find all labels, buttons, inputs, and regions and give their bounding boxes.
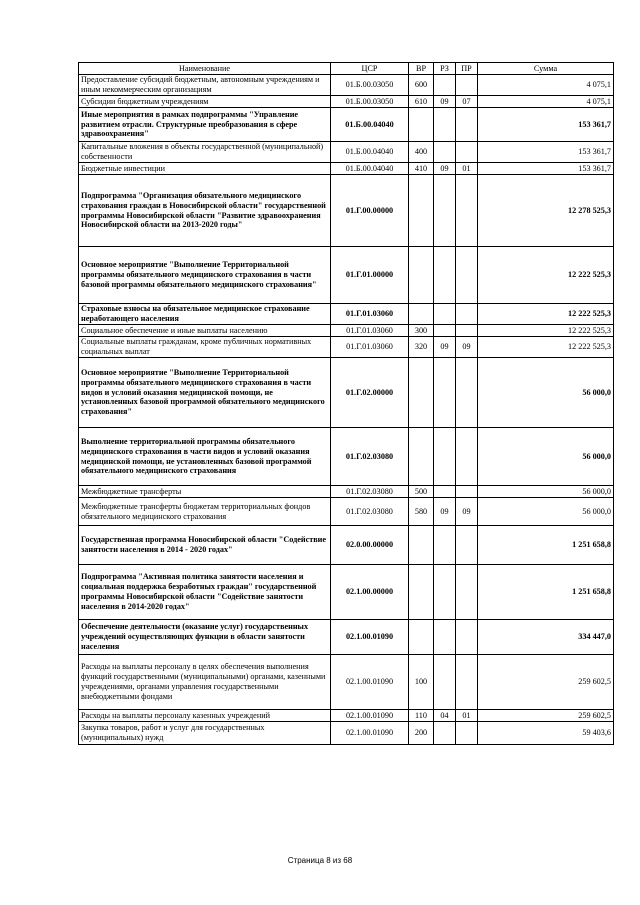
cell-sum: 12 222 525,3 — [478, 325, 614, 337]
cell-name: Расходы на выплаты персоналу в целях обеспечения выполнения функций государственными (муниципальными) органами, казенными учреждениями, органами управления государственными внебюджетными фондами — [79, 655, 331, 710]
cell-pr — [456, 655, 478, 710]
table-row — [79, 358, 614, 428]
cell-name: Социальное обеспечение и иные выплаты населению — [79, 325, 331, 337]
table-body — [79, 75, 614, 745]
header-sum: Сумма — [478, 63, 614, 75]
cell-sum: 12 278 525,3 — [478, 175, 614, 247]
table-row — [79, 565, 614, 620]
cell-sum: 153 361,7 — [478, 108, 614, 142]
cell-csr: 02.0.00.00000 — [331, 526, 409, 565]
table-row — [79, 722, 614, 745]
cell-rz — [434, 526, 456, 565]
cell-sum: 259 602,5 — [478, 655, 614, 710]
cell-sum: 56 000,0 — [478, 358, 614, 428]
cell-sum: 12 222 525,3 — [478, 304, 614, 325]
cell-vr: 580 — [409, 498, 434, 526]
cell-vr — [409, 247, 434, 304]
table-row — [79, 247, 614, 304]
cell-name: Подпрограмма "Организация обязательного медицинского страхования граждан в Новосибирской области" государственной программы Новосибирской области "Развитие здравоохранения Новосибирской области на 2013-2020 годы" — [79, 175, 331, 247]
cell-name: Выполнение территориальной программы обязательного медицинского страхования в части видов и условий оказания медицинской помощи, не установленных базовой программой обязательного медицинского страхования — [79, 428, 331, 486]
cell-pr — [456, 358, 478, 428]
cell-rz — [434, 565, 456, 620]
cell-name: Субсидии бюджетным учреждениям — [79, 96, 331, 108]
cell-csr: 01.Г.02.03080 — [331, 486, 409, 498]
cell-rz: 04 — [434, 710, 456, 722]
cell-csr: 01.Б.00.04040 — [331, 142, 409, 163]
cell-csr: 01.Б.00.04040 — [331, 108, 409, 142]
cell-rz — [434, 722, 456, 745]
table-row — [79, 108, 614, 142]
cell-vr — [409, 620, 434, 655]
cell-vr: 320 — [409, 337, 434, 358]
header-vr: ВР — [409, 63, 434, 75]
cell-rz — [434, 304, 456, 325]
cell-name: Предоставление субсидий бюджетным, автономным учреждениям и иным некоммерческим организациям — [79, 75, 331, 96]
cell-sum: 1 251 658,8 — [478, 565, 614, 620]
cell-name: Бюджетные инвестиции — [79, 163, 331, 175]
cell-pr: 01 — [456, 163, 478, 175]
cell-rz: 09 — [434, 163, 456, 175]
cell-csr: 01.Г.01.03060 — [331, 325, 409, 337]
cell-vr: 500 — [409, 486, 434, 498]
cell-vr: 610 — [409, 96, 434, 108]
cell-rz — [434, 247, 456, 304]
cell-csr: 01.Г.02.03080 — [331, 428, 409, 486]
cell-sum: 56 000,0 — [478, 486, 614, 498]
cell-sum: 1 251 658,8 — [478, 526, 614, 565]
table-row — [79, 142, 614, 163]
cell-rz — [434, 142, 456, 163]
cell-pr — [456, 75, 478, 96]
cell-vr: 410 — [409, 163, 434, 175]
cell-rz: 09 — [434, 498, 456, 526]
cell-rz — [434, 655, 456, 710]
cell-pr — [456, 486, 478, 498]
cell-pr — [456, 620, 478, 655]
table-row — [79, 498, 614, 526]
cell-name: Страховые взносы на обязательное медицинское страхование неработающего населения — [79, 304, 331, 325]
cell-name: Социальные выплаты гражданам, кроме публичных нормативных социальных выплат — [79, 337, 331, 358]
cell-vr — [409, 304, 434, 325]
header-pr: ПР — [456, 63, 478, 75]
cell-pr — [456, 325, 478, 337]
cell-rz — [434, 75, 456, 96]
cell-rz — [434, 325, 456, 337]
cell-csr: 01.Б.00.04040 — [331, 163, 409, 175]
header-rz: РЗ — [434, 63, 456, 75]
table-row — [79, 337, 614, 358]
table-row — [79, 163, 614, 175]
cell-rz: 09 — [434, 96, 456, 108]
cell-name: Межбюджетные трансферты бюджетам территориальных фондов обязательного медицинского страхования — [79, 498, 331, 526]
cell-pr: 09 — [456, 337, 478, 358]
cell-name: Расходы на выплаты персоналу казенных учреждений — [79, 710, 331, 722]
page-number: Страница 8 из 68 — [287, 856, 353, 865]
cell-csr: 01.Г.02.00000 — [331, 358, 409, 428]
cell-sum: 59 403,6 — [478, 722, 614, 745]
cell-vr — [409, 428, 434, 486]
cell-vr: 110 — [409, 710, 434, 722]
cell-name: Обеспечение деятельности (оказание услуг) государственных учреждений осуществляющих функции в области занятости населения — [79, 620, 331, 655]
cell-rz — [434, 108, 456, 142]
cell-vr — [409, 108, 434, 142]
cell-csr: 02.1.00.00000 — [331, 565, 409, 620]
cell-csr: 01.Г.02.03080 — [331, 498, 409, 526]
cell-csr: 01.Г.01.03060 — [331, 337, 409, 358]
cell-pr — [456, 304, 478, 325]
cell-vr: 300 — [409, 325, 434, 337]
cell-csr: 02.1.00.01090 — [331, 620, 409, 655]
cell-csr: 02.1.00.01090 — [331, 655, 409, 710]
cell-rz — [434, 620, 456, 655]
cell-pr — [456, 175, 478, 247]
cell-rz — [434, 358, 456, 428]
cell-name: Основное мероприятие "Выполнение Территориальной программы обязательного медицинского страхования в части базовой программы обязательного медицинского страхования" — [79, 247, 331, 304]
header-name: Наименование — [79, 63, 331, 75]
cell-name: Государственная программа Новосибирской области "Содействие занятости населения в 2014 - 2020 годах" — [79, 526, 331, 565]
budget-table — [78, 62, 614, 745]
cell-vr — [409, 565, 434, 620]
cell-pr — [456, 722, 478, 745]
cell-pr — [456, 428, 478, 486]
cell-csr: 01.Г.00.00000 — [331, 175, 409, 247]
cell-rz — [434, 486, 456, 498]
cell-name: Межбюджетные трансферты — [79, 486, 331, 498]
cell-name: Подпрограмма "Активная политика занятости населения и социальная поддержка безработных граждан" государственной программы Новосибирской области "Содействие занятости населения в 2014-2020 годах" — [79, 565, 331, 620]
cell-pr: 07 — [456, 96, 478, 108]
cell-sum: 4 075,1 — [478, 96, 614, 108]
cell-pr — [456, 247, 478, 304]
cell-name: Иные мероприятия в рамках подпрограммы "Управление развитием отрасли. Структурные преобразования в сфере здравоохранения" — [79, 108, 331, 142]
cell-csr: 01.Г.01.03060 — [331, 304, 409, 325]
cell-vr — [409, 175, 434, 247]
table-header-row — [79, 63, 614, 75]
cell-vr: 400 — [409, 142, 434, 163]
cell-pr: 01 — [456, 710, 478, 722]
cell-rz — [434, 428, 456, 486]
table-row — [79, 710, 614, 722]
cell-vr: 200 — [409, 722, 434, 745]
table-row — [79, 325, 614, 337]
cell-vr — [409, 358, 434, 428]
table-row — [79, 620, 614, 655]
cell-rz — [434, 175, 456, 247]
cell-sum: 12 222 525,3 — [478, 337, 614, 358]
cell-pr — [456, 142, 478, 163]
table-row — [79, 428, 614, 486]
table-row — [79, 75, 614, 96]
cell-vr — [409, 526, 434, 565]
cell-name: Закупка товаров, работ и услуг для государственных (муниципальных) нужд — [79, 722, 331, 745]
cell-pr: 09 — [456, 498, 478, 526]
cell-name: Основное мероприятие "Выполнение Территориальной программы обязательного медицинского страхования в части видов и условий оказания медицинской помощи, не установленных базовой программой обязательного медицинского страхования" — [79, 358, 331, 428]
cell-sum: 259 602,5 — [478, 710, 614, 722]
cell-pr — [456, 108, 478, 142]
cell-sum: 153 361,7 — [478, 163, 614, 175]
cell-sum: 4 075,1 — [478, 75, 614, 96]
cell-name: Капитальные вложения в объекты государственной (муниципальной) собственности — [79, 142, 331, 163]
table-row — [79, 96, 614, 108]
cell-sum: 56 000,0 — [478, 498, 614, 526]
cell-pr — [456, 565, 478, 620]
cell-rz: 09 — [434, 337, 456, 358]
cell-vr: 600 — [409, 75, 434, 96]
cell-sum: 12 222 525,3 — [478, 247, 614, 304]
header-csr: ЦСР — [331, 63, 409, 75]
cell-vr: 100 — [409, 655, 434, 710]
table-row — [79, 304, 614, 325]
table-row — [79, 526, 614, 565]
cell-sum: 334 447,0 — [478, 620, 614, 655]
table-row — [79, 655, 614, 710]
cell-csr: 01.Б.00.03050 — [331, 75, 409, 96]
cell-sum: 153 361,7 — [478, 142, 614, 163]
cell-csr: 01.Г.01.00000 — [331, 247, 409, 304]
cell-csr: 02.1.00.01090 — [331, 710, 409, 722]
table-row — [79, 175, 614, 247]
table-row — [79, 486, 614, 498]
cell-sum: 56 000,0 — [478, 428, 614, 486]
cell-csr: 02.1.00.01090 — [331, 722, 409, 745]
cell-pr — [456, 526, 478, 565]
cell-csr: 01.Б.00.03050 — [331, 96, 409, 108]
